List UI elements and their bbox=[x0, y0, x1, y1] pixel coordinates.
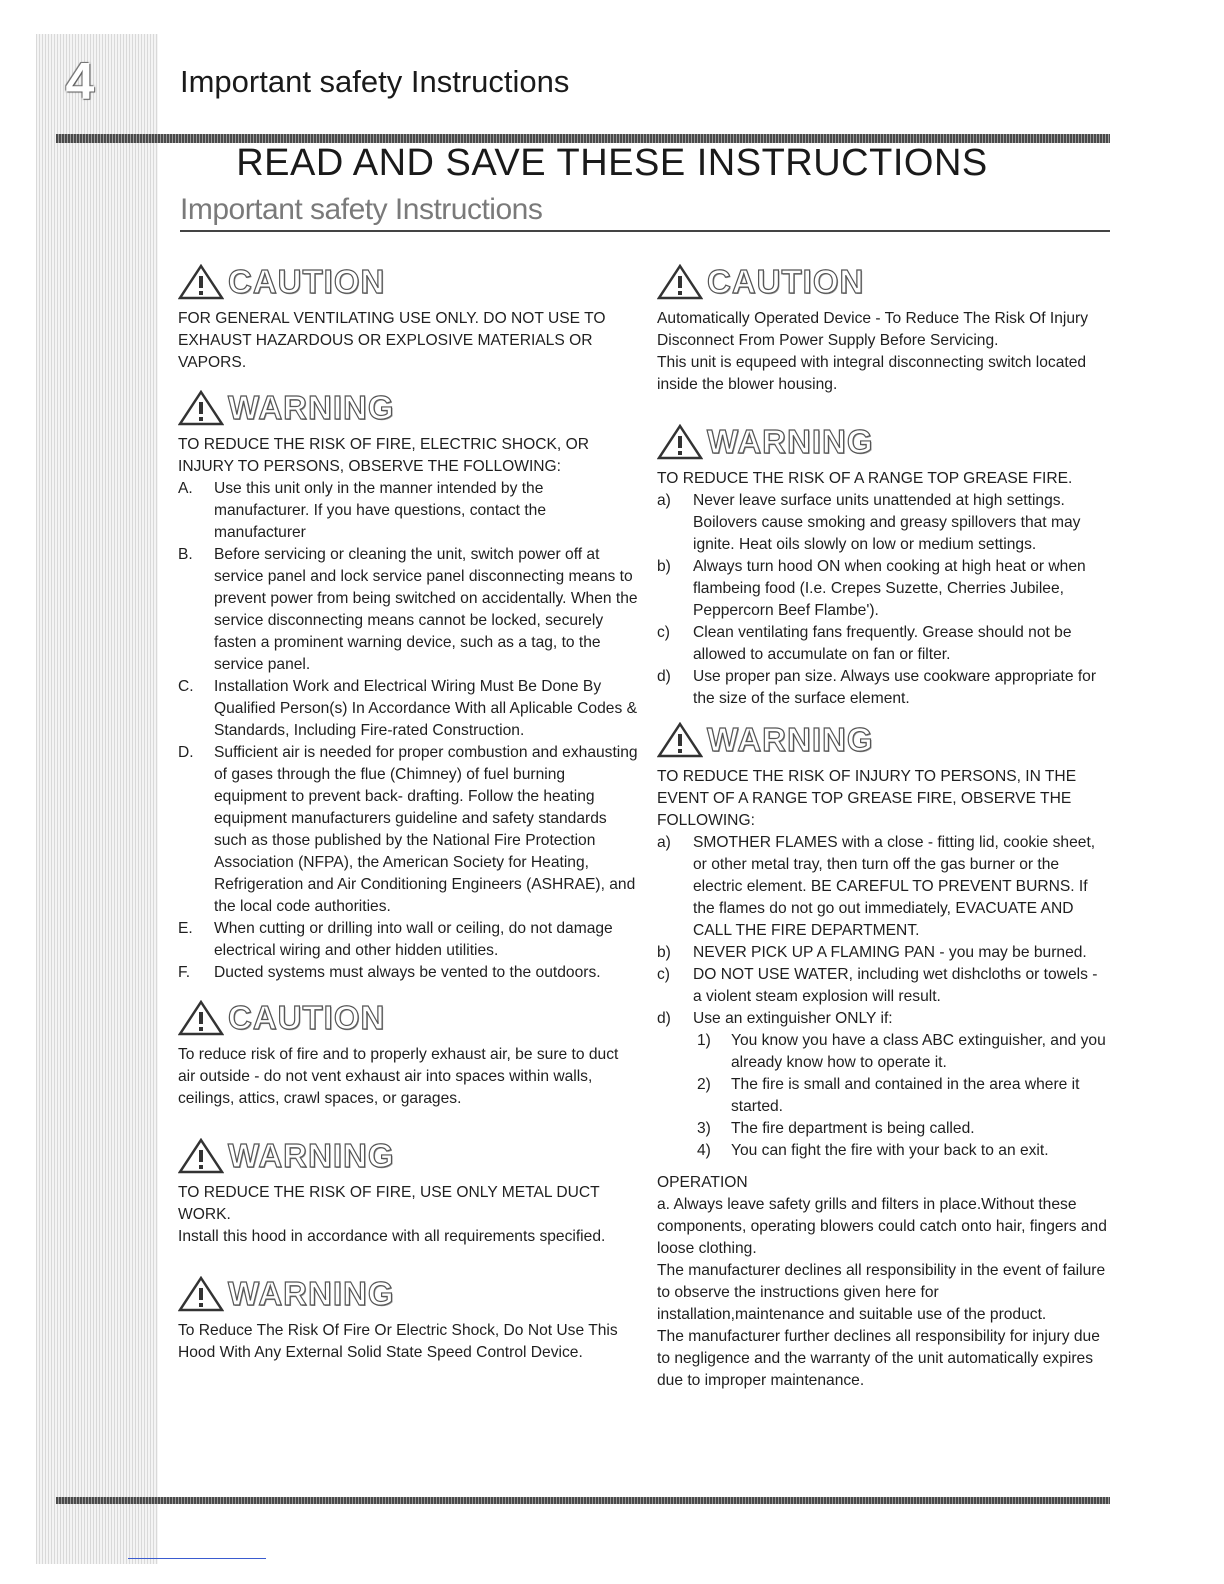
warning-heading bbox=[178, 1136, 638, 1176]
warning-note: Install this hood in accordance with all requirements specified. bbox=[178, 1228, 606, 1245]
caution-text: Automatically Operated Device - To Reduce The Risk Of Injury Disconnect From Power Supply Before Servicing. bbox=[657, 310, 1089, 349]
warning-heading bbox=[178, 1274, 638, 1314]
warning-text: TO REDUCE THE RISK OF A RANGE TOP GREASE FIRE. bbox=[657, 470, 1073, 487]
list-item: B. Before servicing or cleaning the unit, switch power off at service panel and lock service panel disconnecting means to prevent power from being switched on accidentally. When the service disconnecting means cannot be locked, securely fasten a prominent warning device, such as a tag, to the service panel. bbox=[178, 546, 638, 673]
warning-text: TO REDUCE THE RISK OF INJURY TO PERSONS, IN THE EVENT OF A RANGE TOP GREASE FIRE, OBSERVE THE FOLLOWING: bbox=[657, 768, 1077, 829]
warning-list bbox=[178, 478, 638, 984]
list-item: E. When cutting or drilling into wall or ceiling, do not damage electrical wiring and other hidden utilities. bbox=[178, 920, 613, 959]
warning-heading bbox=[178, 388, 638, 428]
list-item: 1) You know you have a class ABC extinguisher, and you already know how to operate it. bbox=[697, 1032, 1106, 1071]
warning-triangle-icon bbox=[178, 1276, 224, 1312]
caution-label: CAUTION bbox=[228, 263, 386, 300]
list-item: b) NEVER PICK UP A FLAMING PAN - you may be burned. bbox=[657, 944, 1087, 961]
caution-duct-air bbox=[178, 998, 638, 1110]
warning-triangle-icon bbox=[178, 1000, 224, 1036]
list-item: a) Never leave surface units unattended at high settings. Boilovers cause smoking and greasy spillovers that may ignite. Heat oils slowly on low or medium settings. bbox=[657, 492, 1081, 553]
caution-heading bbox=[657, 262, 1107, 302]
warning-heading bbox=[657, 422, 1107, 462]
operation-paragraph: a. Always leave safety grills and filters in place.Without these components, operating blowers could catch onto hair, fingers and loose clothing. bbox=[657, 1196, 1107, 1257]
subtitle-rule bbox=[180, 230, 1110, 232]
warning-list bbox=[657, 832, 1107, 1030]
main-title: READ AND SAVE THESE INSTRUCTIONS bbox=[236, 142, 988, 184]
warning-grease-fire bbox=[657, 422, 1107, 710]
warning-triangle-icon bbox=[657, 424, 703, 460]
warning-label: WARNING bbox=[228, 1275, 395, 1312]
warning-triangle-icon bbox=[178, 390, 224, 426]
caution-label: CAUTION bbox=[228, 999, 386, 1036]
operation-heading: OPERATION bbox=[657, 1174, 748, 1191]
warning-triangle-icon bbox=[178, 1138, 224, 1174]
list-item: C. Installation Work and Electrical Wiring Must Be Done By Qualified Person(s) In Accordance With all Aplicable Codes & Standards, Including Fire-rated Construction. bbox=[178, 678, 637, 739]
list-item: d) Use proper pan size. Always use cookware appropriate for the size of the surface element. bbox=[657, 668, 1097, 707]
warning-triangle-icon bbox=[178, 264, 224, 300]
right-column bbox=[657, 262, 1107, 1392]
warning-grease-fire-injury bbox=[657, 720, 1107, 1162]
warning-speed-control bbox=[178, 1274, 638, 1364]
list-item: c) DO NOT USE WATER, including wet dishcloths or towels - a violent steam explosion will result. bbox=[657, 966, 1098, 1005]
warning-heading bbox=[657, 720, 1107, 760]
list-item: F. Ducted systems must always be vented to the outdoors. bbox=[178, 964, 601, 981]
caution-heading bbox=[178, 998, 638, 1038]
header-title: Important safety Instructions bbox=[180, 64, 570, 99]
warning-triangle-icon bbox=[657, 722, 703, 758]
list-item: 2) The fire is small and contained in the area where it started. bbox=[697, 1076, 1080, 1115]
warning-text: To Reduce The Risk Of Fire Or Electric Shock, Do Not Use This Hood With Any External Solid State Speed Control Device. bbox=[178, 1322, 618, 1361]
caution-label: CAUTION bbox=[707, 263, 865, 300]
list-item: D. Sufficient air is needed for proper combustion and exhausting of gases through the flue (Chimney) of fuel burning equipment to prevent back- drafting. Follow the heating equipment manufacturers guideline and safety standards such as those published by the National Fire Protection Association (NFPA), the American Society for Heating, Refrigeration and Air Conditioning Engineers (ASHRAE), and the local code authorities. bbox=[178, 744, 638, 915]
operation-section bbox=[657, 1172, 1107, 1392]
caution-heading bbox=[178, 262, 638, 302]
warning-label: WARNING bbox=[228, 1137, 395, 1174]
operation-paragraph: The manufacturer further declines all responsibility for injury due to negligence and the warranty of the unit automatically expires due to improper maintenance. bbox=[657, 1328, 1100, 1389]
warning-text: TO REDUCE THE RISK OF FIRE, ELECTRIC SHOCK, OR INJURY TO PERSONS, OBSERVE THE FOLLOWING: bbox=[178, 436, 589, 475]
caution-general-use bbox=[178, 262, 638, 374]
warning-text: TO REDUCE THE RISK OF FIRE, USE ONLY METAL DUCT WORK. bbox=[178, 1184, 600, 1223]
caution-text: FOR GENERAL VENTILATING USE ONLY. DO NOT USE TO EXHAUST HAZARDOUS OR EXPLOSIVE MATERIALS OR VAPORS. bbox=[178, 310, 606, 371]
side-strip bbox=[36, 34, 158, 1564]
warning-fire-shock bbox=[178, 388, 638, 984]
extinguisher-conditions-list bbox=[657, 1030, 1107, 1162]
caution-note: This unit is equpeed with integral disconnecting switch located inside the blower housing. bbox=[657, 354, 1087, 393]
warning-metal-duct bbox=[178, 1136, 638, 1248]
list-item: d) Use an extinguisher ONLY if: bbox=[657, 1010, 893, 1027]
footer-link-underline bbox=[128, 1558, 266, 1559]
warning-label: WARNING bbox=[707, 721, 874, 758]
subtitle: Important safety Instructions bbox=[180, 193, 543, 226]
warning-label: WARNING bbox=[228, 389, 395, 426]
operation-paragraph: The manufacturer declines all responsibility in the event of failure to observe the instructions given here for installation,maintenance and suitable use of the product. bbox=[657, 1262, 1106, 1323]
list-item: 4) You can fight the fire with your back to an exit. bbox=[697, 1142, 1049, 1159]
list-item: a) SMOTHER FLAMES with a close - fitting lid, cookie sheet, or other metal tray, then turn off the gas burner or the electric element. BE CAREFUL TO PREVENT BURNS. If the flames do not go out immediately, EVACUATE AND CALL THE FIRE DEPARTMENT. bbox=[657, 834, 1096, 939]
list-item: b) Always turn hood ON when cooking at high heat or when flambeing food (I.e. Crepes Suzette, Cherries Jubilee, Peppercorn Beef Flambe'). bbox=[657, 558, 1086, 619]
left-column bbox=[178, 262, 638, 1364]
caution-automatic-device bbox=[657, 262, 1107, 396]
list-item: 3) The fire department is being called. bbox=[697, 1120, 975, 1137]
list-item: A. Use this unit only in the manner intended by the manufacturer. If you have questions, contact the manufacturer bbox=[178, 480, 546, 541]
warning-triangle-icon bbox=[657, 264, 703, 300]
page-number: 4 bbox=[65, 53, 95, 111]
bottom-rule bbox=[56, 1497, 1110, 1504]
list-item: c) Clean ventilating fans frequently. Grease should not be allowed to accumulate on fan or filter. bbox=[657, 624, 1072, 663]
caution-text: To reduce risk of fire and to properly exhaust air, be sure to duct air outside - do not vent exhaust air into spaces within walls, ceilings, attics, crawl spaces, or garages. bbox=[178, 1046, 619, 1107]
warning-list bbox=[657, 490, 1107, 710]
warning-label: WARNING bbox=[707, 423, 874, 460]
